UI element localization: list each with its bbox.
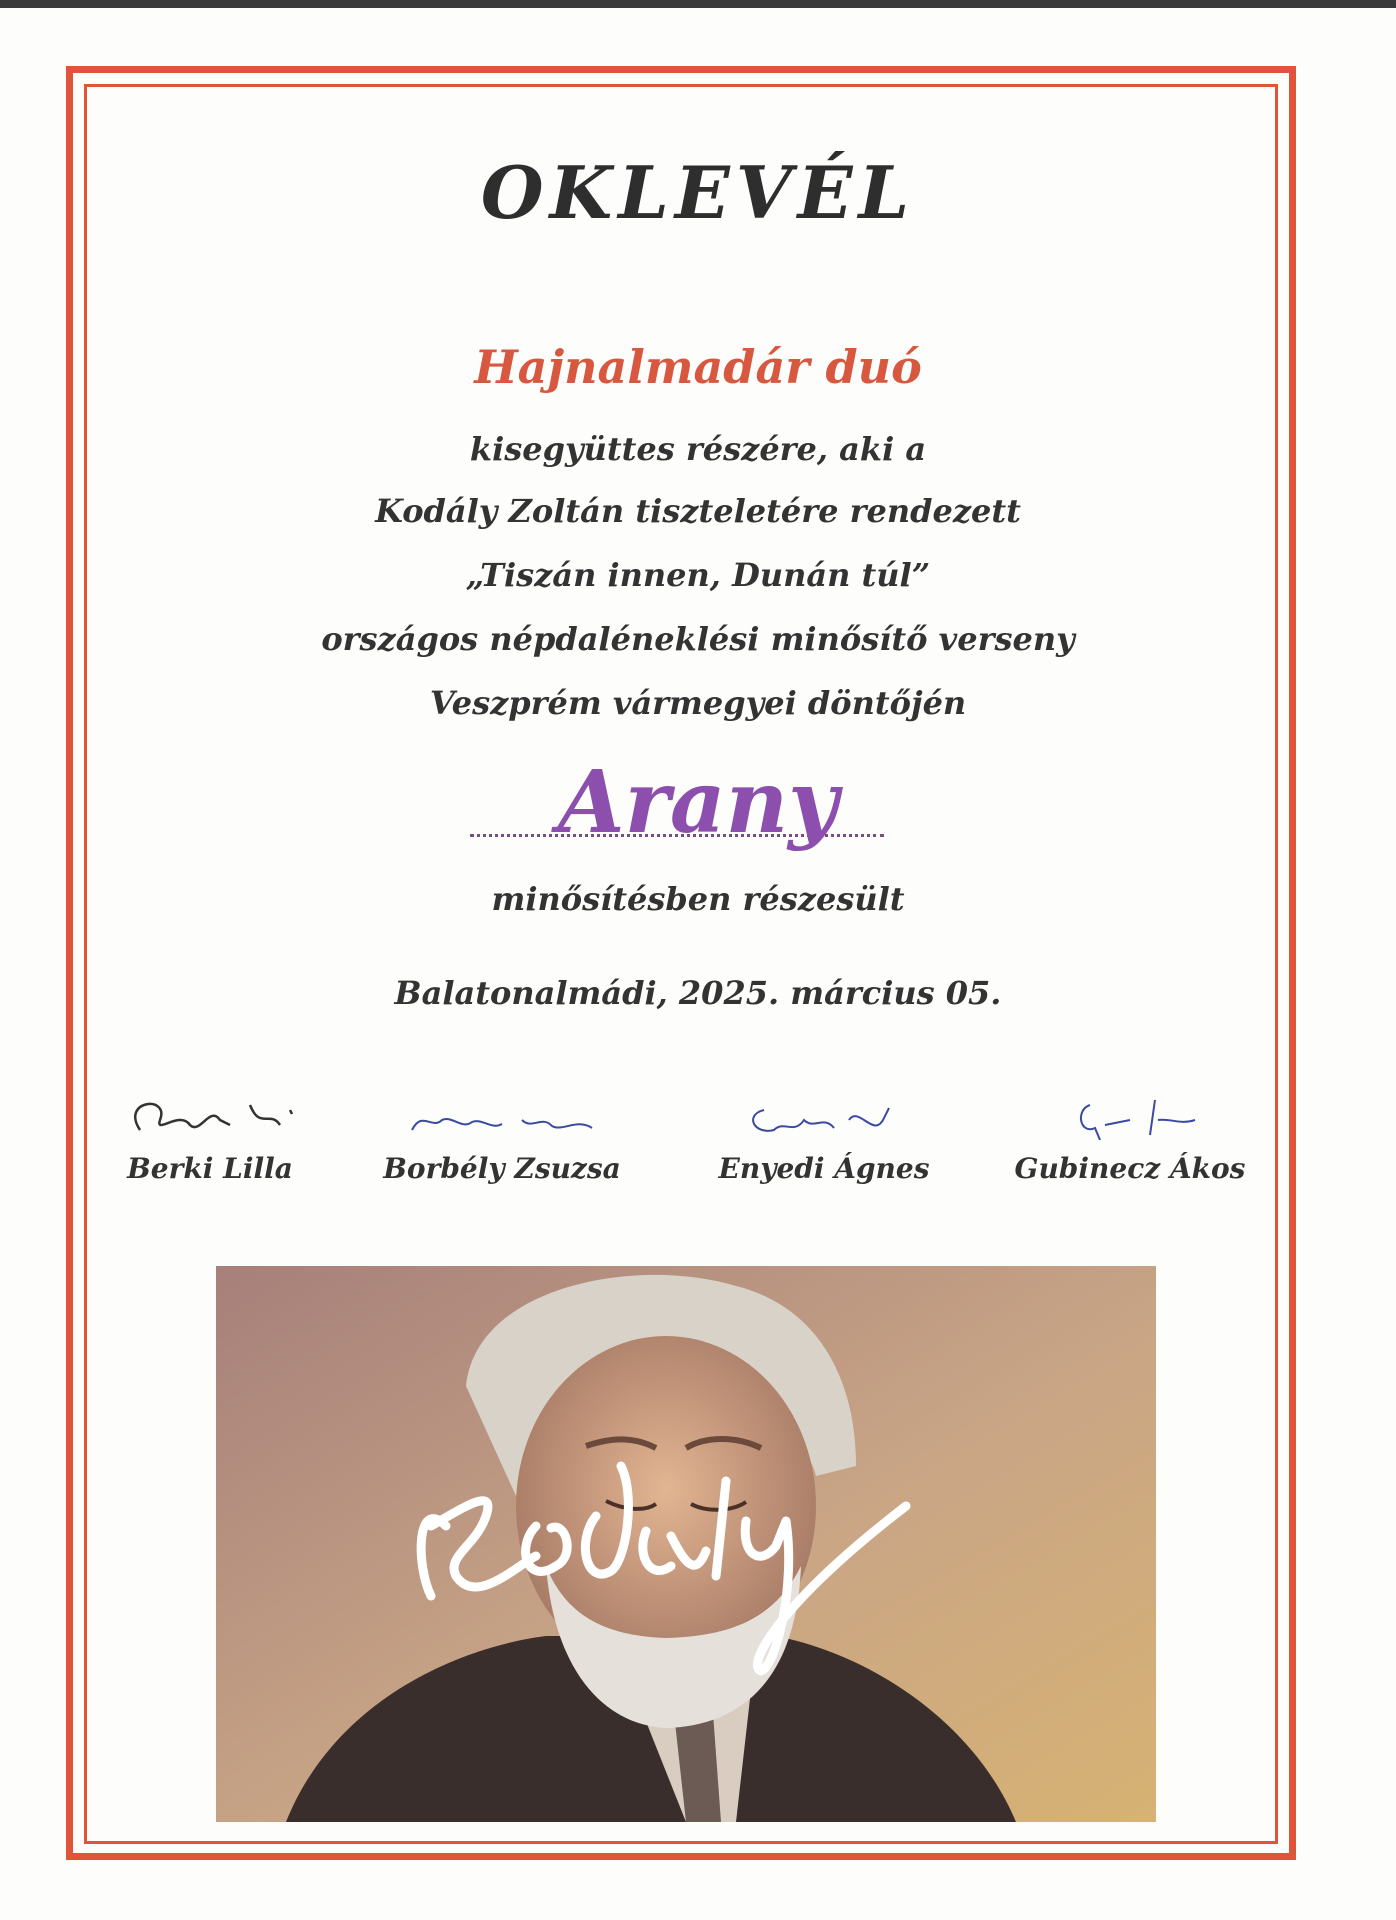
signature-scribble-3 [724, 1090, 924, 1150]
signatory-name-3: Enyedi Ágnes [718, 1152, 930, 1185]
signature-scribble-1 [110, 1090, 310, 1150]
body-line-2: Kodály Zoltán tiszteletére rendezett [375, 492, 1021, 530]
scan-edge [0, 0, 1396, 8]
body-line-1: kisegyüttes részére, aki a [469, 430, 927, 468]
body-line-3: „Tiszán innen, Dunán túl” [465, 556, 931, 594]
portrait-painting [216, 1266, 1156, 1822]
award-level: Arany [557, 752, 839, 853]
signature-block-2 [372, 1090, 632, 1185]
kodaly-portrait-image [216, 1266, 1156, 1822]
signature-block-4 [1000, 1090, 1260, 1185]
signatory-name-2: Borbély Zsuzsa [383, 1152, 621, 1185]
signature-block-3 [694, 1090, 954, 1185]
signature-scribble-2 [392, 1090, 612, 1150]
certificate-title: OKLEVÉL [480, 150, 916, 235]
place-date: Balatonalmádi, 2025. március 05. [394, 974, 1002, 1012]
signatory-name-1: Berki Lilla [127, 1152, 293, 1185]
body-line-4: országos népdaléneklési minősítő verseny [321, 620, 1075, 658]
award-suffix: minősítésben részesült [491, 880, 905, 918]
award-field [0, 752, 1396, 862]
recipient-name: Hajnalmadár duó [474, 340, 922, 394]
signature-block-1 [80, 1090, 340, 1185]
signature-scribble-4 [1030, 1090, 1230, 1150]
signatory-name-4: Gubinecz Ákos [1014, 1152, 1246, 1185]
body-line-5: Veszprém vármegyei döntőjén [429, 684, 967, 722]
